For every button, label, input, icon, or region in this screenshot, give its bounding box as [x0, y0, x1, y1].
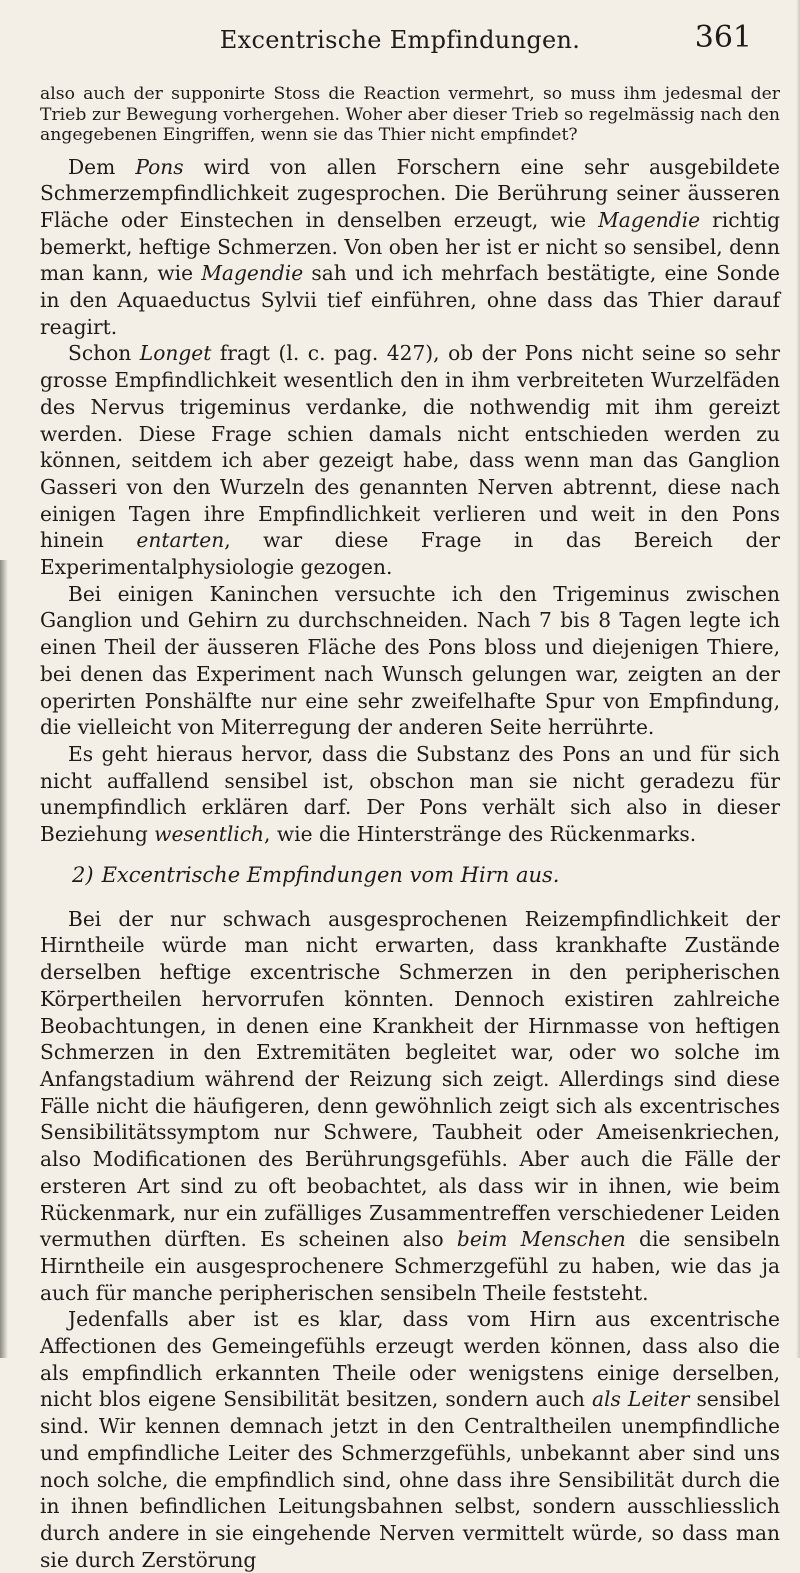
paragraph-brain-pain: Bei der nur schwach ausgesprochenen Reizempfindlichkeit der Hirntheile würde man nicht erwarten, dass krankhafte Zustände derselben heftige excentrische Schmerzen in den peripherischen Körpertheilen hervorrufen könnten. Dennoch existiren zahlreiche Beobachtungen, in denen eine Krankheit der Hirnmasse von heftigen Schmerzen in den Extremitäten begleitet war, oder wo solche im Anfangstadium während der Reizung sich zeigt. Allerdings sind diese Fälle nicht die häufigeren, denn gewöhnlich zeigt sich als excentrisches Sensibilitätssymptom nur Schwere, Taubheit oder Ameisenkriechen, also Modificationen des Berührungsgefühls. Aber auch die Fälle der ersteren Art sind zu oft beobachtet, als dass wir in ihnen, wie beim Rückenmark, nur ein zufälliges Zusammentreffen verschiedener Leiden vermuthen dürften. Es scheinen also beim Menschen die sensibeln Hirntheile ein ausgesprochenere Schmerzgefühl zu haben, wie das ja auch für manche peripherischen sensibeln Theile feststeht.: [40, 906, 780, 1307]
italic-pons: Pons: [135, 155, 183, 179]
paragraph-conclusion: Es geht hieraus hervor, dass die Substanz des Pons an und für sich nicht auffallend sensibel ist, obschon man sie nicht geradezu für unempfindlich erklären darf. Der Pons verhält sich also in dieser Beziehung wesentlich, wie die Hinterstränge des Rückenmarks.: [40, 741, 780, 848]
italic-als-leiter: als Leiter: [592, 1387, 689, 1411]
binding-edge-shadow: [0, 560, 8, 1358]
italic-author-magendie: Magendie: [201, 261, 303, 285]
paragraph-longet-question: Schon Longet fragt (l. c. pag. 427), ob der Pons nicht seine so sehr grosse Empfindlichkeit wesentlich den in ihm verbreiteten Wurzelfäden des Nervus trigeminus verdanke, die nothwendig mit ihm gereizt werden. Diese Frage schien damals nicht entschieden werden zu können, seitdem ich aber gezeigt habe, dass wenn man das Ganglion Gasseri von den Wurzeln des genannten Nerven abtrennt, diese nach einigen Tagen ihre Empfindlichkeit verlieren und weit in den Pons hinein entarten, war diese Frage in das Bereich der Experimentalphysiologie gezogen.: [40, 340, 780, 580]
paragraph-rabbit-experiment: Bei einigen Kaninchen versuchte ich den Trigeminus zwischen Ganglion und Gehirn zu durchschneiden. Nach 7 bis 8 Tagen legte ich einen Theil der äusseren Fläche des Pons bloss und diejenigen Thiere, bei denen das Experiment nach Wunsch gelungen war, zeigten an der operirten Ponshälfte nur eine sehr zweifelhafte Spur von Empfindung, die vielleicht von Miterregung der anderen Seite herrührte.: [40, 581, 780, 741]
italic-beim-menschen: beim Menschen: [457, 1227, 626, 1251]
section-number: 2): [72, 863, 94, 887]
section-title: Excentrische Empfindungen vom Hirn aus.: [102, 863, 560, 887]
continuation-block: [40, 84, 780, 146]
page-body: [40, 84, 780, 1573]
italic-wesentlich: wesentlich: [154, 822, 264, 846]
paragraph-pons-sensitivity: Dem Pons wird von allen Forschern eine sehr ausgebildete Schmerzempfindlichkeit zugesprochen. Die Berührung seiner äusseren Fläche oder Einstechen in denselben erzeugt, wie Magendie richtig bemerkt, heftige Schmerzen. Von oben her ist er nicht so sensibel, denn man kann, wie Magendie sah und ich mehrfach bestätigte, eine Sonde in den Aquaeductus Sylvii tief einführen, ohne dass das Thier darauf reagirt.: [40, 154, 780, 341]
main-text: [40, 154, 780, 1573]
running-title: Excentrische Empfindungen.: [0, 26, 800, 54]
page-number: 361: [695, 20, 752, 55]
page-header: [0, 20, 800, 60]
italic-entarten: entarten: [136, 528, 224, 552]
continuation-paragraph: also auch der supponirte Stoss die Reaction vermehrt, so muss ihm jedesmal der Trieb zur Bewegung vorhergehen. Woher aber dieser Trieb so regelmässig nach den angegebenen Eingriffen, wenn sie das Thier nicht empfindet?: [40, 84, 780, 146]
section-heading: [40, 862, 780, 888]
italic-author-longet: Longet: [140, 341, 212, 365]
italic-author-magendie: Magendie: [598, 208, 700, 232]
paragraph-central-parts: Jedenfalls aber ist es klar, dass vom Hirn aus excentrische Affectionen des Gemeingefühls erzeugt werden können, dass also die als empfindlich erkannten Theile oder wenigstens einige derselben, nicht blos eigene Sensibilität besitzen, sondern auch als Leiter sensibel sind. Wir kennen demnach jetzt in den Centraltheilen unempfindliche und empfindliche Leiter des Schmerzgefühls, unbekannt aber sind uns noch solche, die empfindlich sind, ohne dass ihre Sensibilität durch die in ihnen befindlichen Leitungsbahnen selbst, sondern ausschliesslich durch andere in sie eingehende Nerven vermittelt würde, so dass man sie durch Zerstörung: [40, 1306, 780, 1573]
page-right-edge: [796, 0, 800, 1358]
